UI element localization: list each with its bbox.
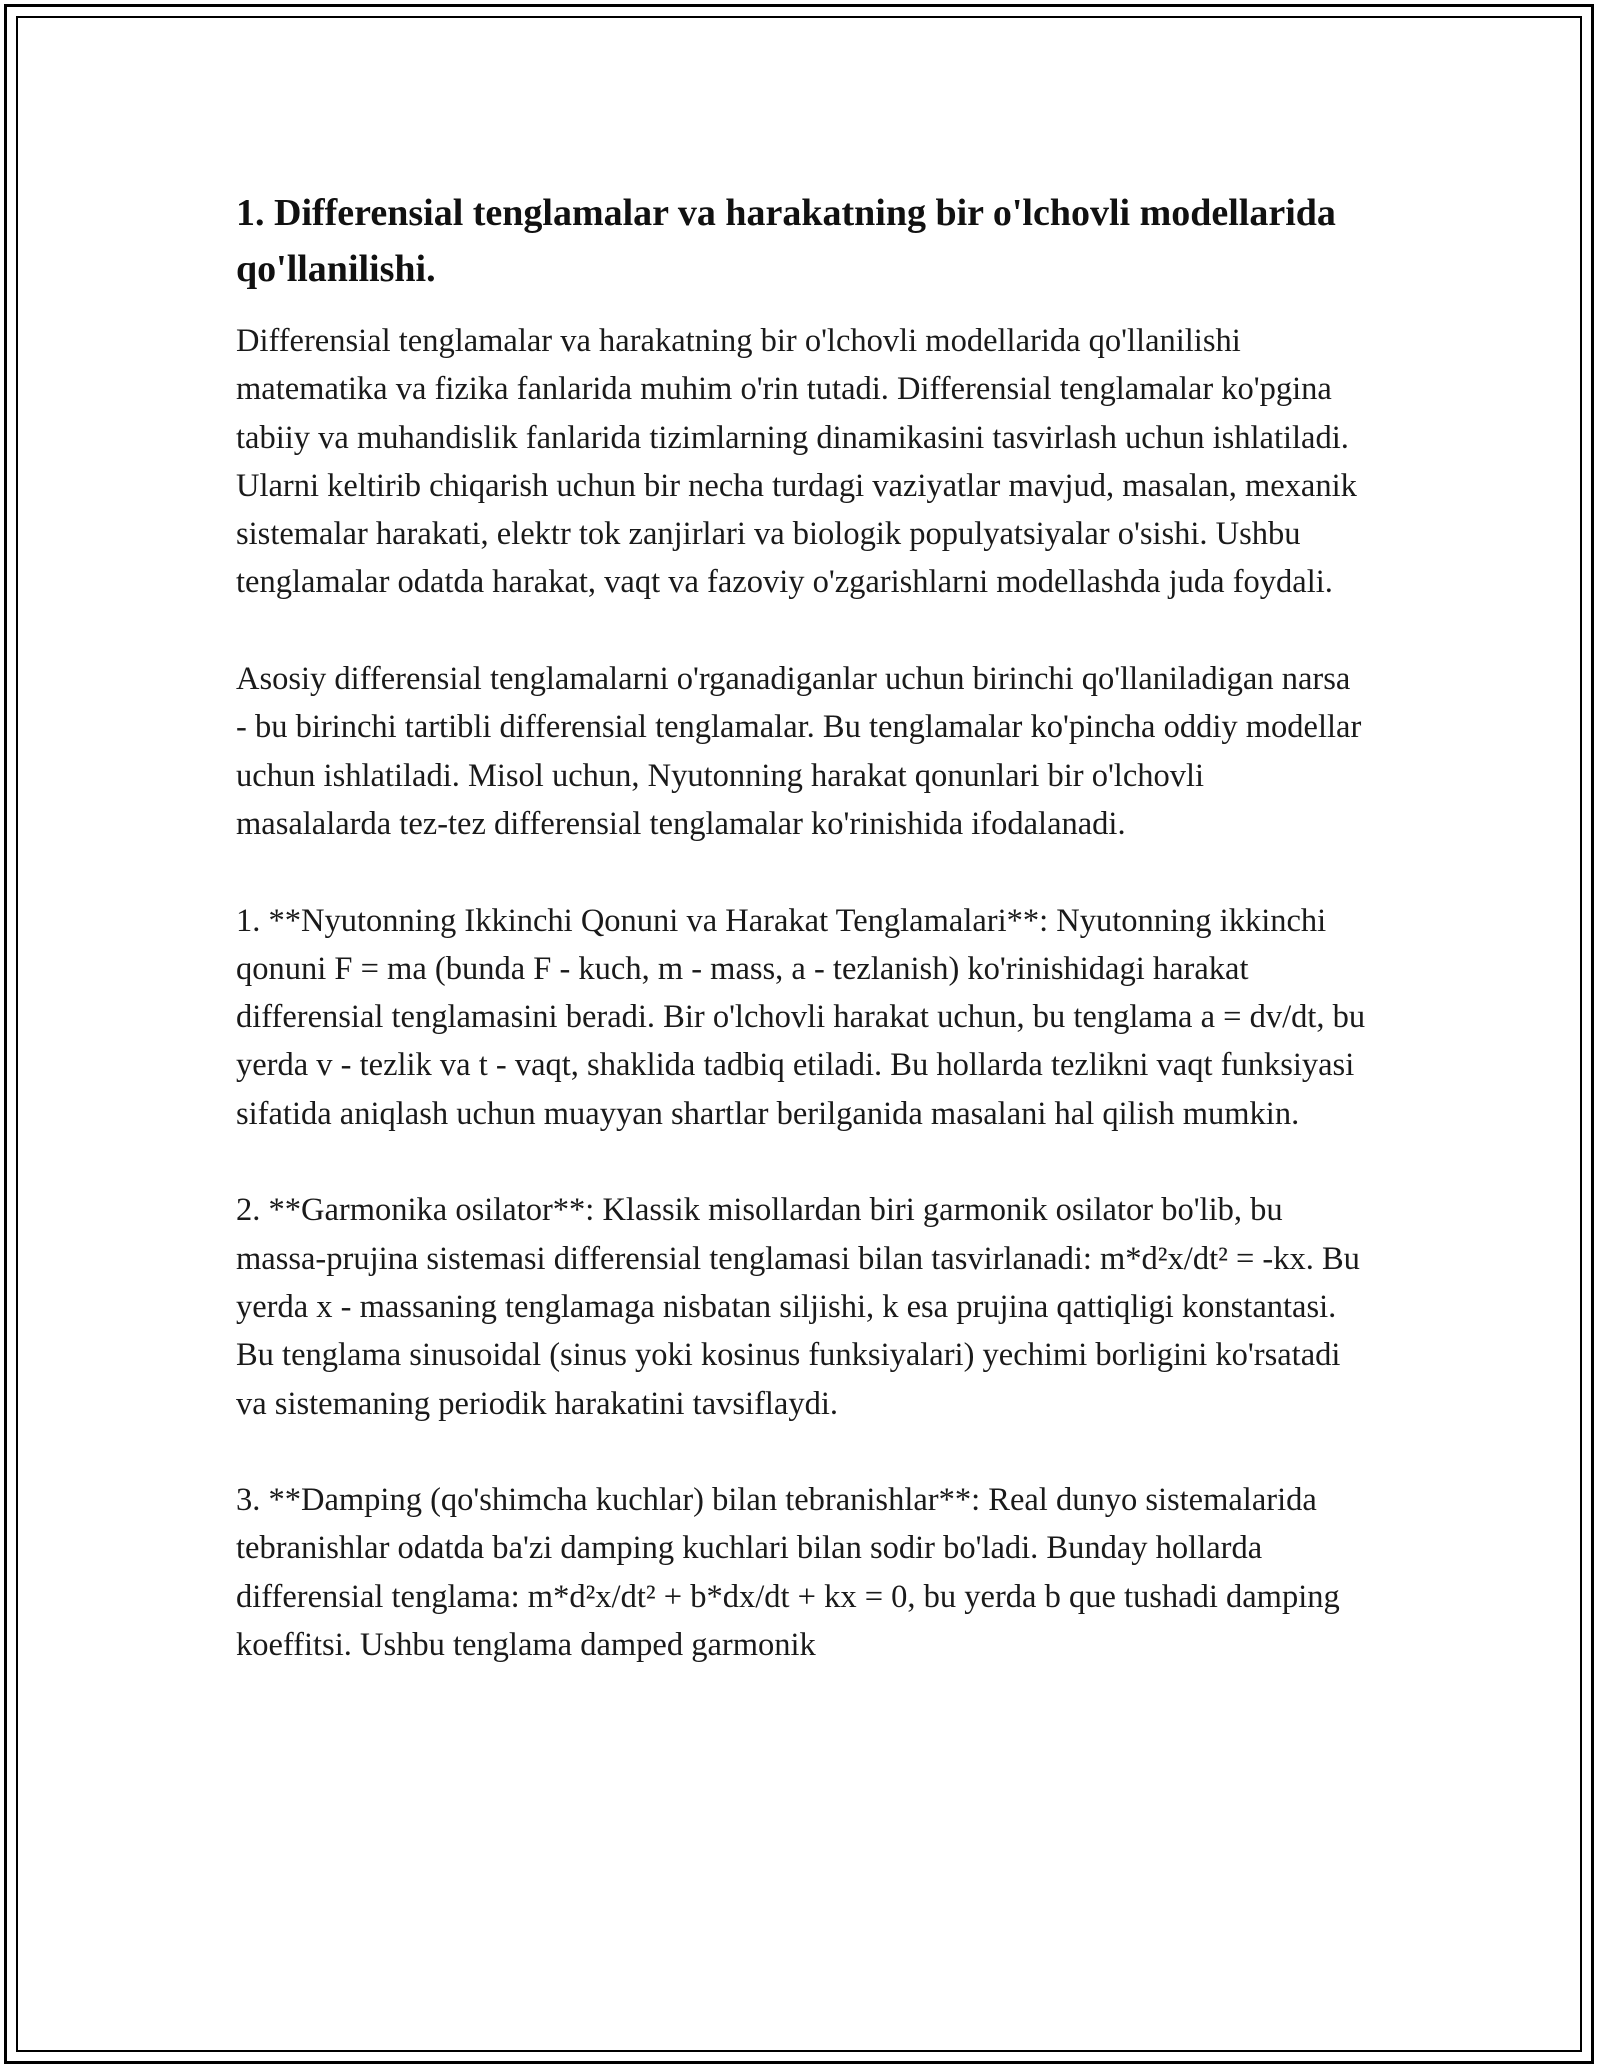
paragraph-newton-second-law: 1. **Nyutonning Ikkinchi Qonuni va Harakat Tenglamalari**: Nyutonning ikkinchi qonuni F = ma (bunda F - kuch, m - mass, a - tezlanish) ko'rinishidagi harakat differensial tenglamasini beradi. Bir o'lchovli harakat uchun, bu tenglama a = dv/dt, bu yerda v - tezlik va t - vaqt, shaklida tadbiq etiladi. Bu hollarda tezlikni vaqt funksiyasi sifatida aniqlash uchun muayyan shartlar berilganida masalani hal qilish mumkin. — [236, 902, 1366, 1132]
paragraph-first-order: Asosiy differensial tenglamalarni o'rganadiganlar uchun birinchi qo'llaniladigan narsa - bu birinchi tartibli differensial tenglamalar. Bu tenglamalar ko'pincha oddiy modellar uchun ishlatiladi. Misol uchun, Nyutonning harakat qonunlari bir o'lchovli masalalarda tez-tez differensial tenglamalar ko'rinishida ifodalanadi. — [236, 661, 1362, 842]
section-title: 1. Differensial tenglamalar va harakatning bir o'lchovli modellarida qo'llanilishi. — [236, 192, 1336, 290]
document-body — [236, 185, 1366, 1669]
paragraph-damped-oscillations: 3. **Damping (qo'shimcha kuchlar) bilan tebranishlar**: Real dunyo sistemalarida tebranishlar odatda ba'zi damping kuchlari bilan sodir bo'ladi. Bunday hollarda differensial tenglama: m*d²x/dt² + b*dx/dt + kx = 0, bu yerda b que tushadi damping koeffitsi. Ushbu tenglama damped garmonik — [236, 1482, 1340, 1664]
paragraph-intro: Differensial tenglamalar va harakatning bir o'lchovli modellarida qo'llanilishi matematika va fizika fanlarida muhim o'rin tutadi. Differensial tenglamalar ko'pgina tabiiy va muhandislik fanlarida tizimlarning dinamikasini tasvirlash uchun ishlatiladi. Ularni keltirib chiqarish uchun bir necha turdagi vaziyatlar mavjud, masalan, mexanik sistemalar harakati, elektr tok zanjirlari va biologik populyatsiyalar o'sishi. Ushbu tenglamalar odatda harakat, vaqt va fazoviy o'zgarishlarni modellashda juda foydali. — [236, 323, 1357, 601]
paragraph-harmonic-oscillator: 2. **Garmonika osilator**: Klassik misollardan biri garmonik osilator bo'lib, bu massa-prujina sistemasi differensial tenglamasi bilan tasvirlanadi: m*d²x/dt² = -kx. Bu yerda x - massaning tenglamaga nisbatan siljishi, k esa prujina qattiqligi konstantasi. Bu tenglama sinusoidal (sinus yoki kosinus funksiyalari) yechimi borligini ko'rsatadi va sistemaning periodik harakatini tavsiflaydi. — [236, 1192, 1360, 1422]
